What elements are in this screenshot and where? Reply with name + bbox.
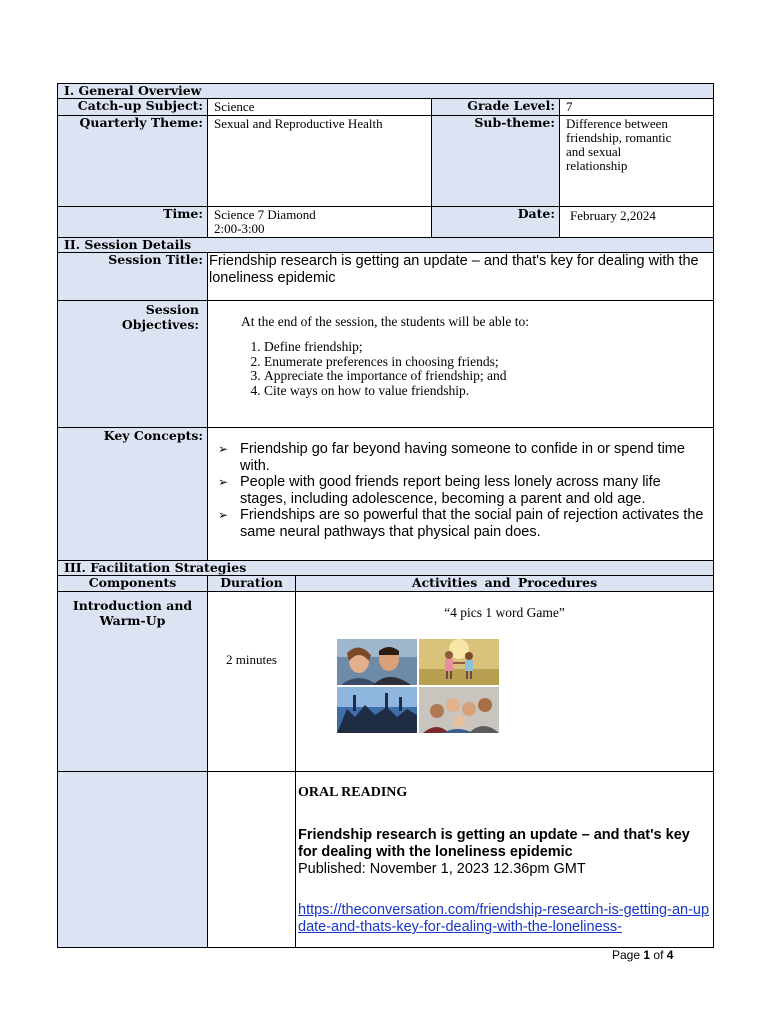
introduction-component-line-2: Warm-Up <box>99 613 166 628</box>
lesson-plan-table <box>57 83 714 561</box>
subtheme-label: Sub-theme: <box>432 116 560 207</box>
page-total: 4 <box>666 948 674 962</box>
general-overview-heading: I. General Overview <box>58 84 714 99</box>
oral-reading-component <box>58 772 208 948</box>
time-label: Time: <box>58 207 208 238</box>
page-word: Page <box>612 948 641 962</box>
oral-reading-duration <box>208 772 296 948</box>
time-line-1: Science 7 Diamond <box>214 207 316 222</box>
key-concepts-cell <box>208 428 714 561</box>
subject-value: Science <box>208 99 432 116</box>
group-of-friends-photo <box>419 687 499 733</box>
introduction-component-line-1: Introduction and <box>72 598 193 613</box>
friends-celebrating-photo <box>337 687 417 733</box>
session-title-label: Session Title: <box>58 253 208 301</box>
duration-column-header: Duration <box>208 576 296 592</box>
objective-item: 2. Enumerate preferences in choosing friends; <box>264 355 710 370</box>
theme-label: Quarterly Theme: <box>58 116 208 207</box>
four-pics-collage <box>337 639 710 733</box>
oral-reading-activity <box>296 772 714 948</box>
session-objectives-label-line-1: Session <box>145 302 199 317</box>
key-concepts-label: Key Concepts: <box>58 428 208 561</box>
introduction-component <box>58 592 208 772</box>
key-concept-item: ➢ Friendships are so powerful that the social pain of rejection activates the same neural pathways that physical pain does. <box>240 507 710 540</box>
theme-value: Sexual and Reproductive Health <box>208 116 432 207</box>
facilitation-heading: III. Facilitation Strategies <box>58 561 714 576</box>
key-concepts-list <box>211 441 710 540</box>
game-title: “4 pics 1 word Game” <box>444 605 565 620</box>
objective-item: 4. Cite ways on how to value friendship. <box>264 384 710 399</box>
friends-smiling-photo <box>337 639 417 685</box>
introduction-activity <box>296 592 714 772</box>
key-concept-item: ➢ Friendship go far beyond having someone to confide in or spend time with. <box>240 441 710 474</box>
grade-value: 7 <box>560 99 714 116</box>
page-number <box>612 948 673 962</box>
girls-holding-hands-photo <box>419 639 499 685</box>
lesson-plan-page <box>57 83 713 948</box>
page-of: of <box>653 948 664 962</box>
subtheme-value: Difference between friendship, romantic and sexual relationship <box>560 116 714 207</box>
session-objectives-cell <box>208 301 714 428</box>
date-value: February 2,2024 <box>560 207 714 238</box>
oral-reading-heading: ORAL READING <box>298 785 408 800</box>
session-objectives-label <box>58 301 208 428</box>
facilitation-table <box>57 560 714 948</box>
article-published-date: Published: November 1, 2023 12.36pm GMT <box>298 861 586 877</box>
session-details-heading: II. Session Details <box>58 238 714 253</box>
article-link[interactable]: https://theconversation.com/friendship-research-is-getting-an-update-and-thats-key-for-dealing-with-the-loneliness- <box>298 902 710 935</box>
page-current: 1 <box>643 948 651 962</box>
subject-label: Catch-up Subject: <box>58 99 208 116</box>
time-line-2: 2:00-3:00 <box>214 221 265 236</box>
introduction-duration: 2 minutes <box>208 592 296 772</box>
objective-item: 3. Appreciate the importance of friendship; and <box>264 369 710 384</box>
objectives-intro: At the end of the session, the students will be able to: <box>241 314 529 329</box>
components-column-header: Components <box>58 576 208 592</box>
date-label: Date: <box>432 207 560 238</box>
objective-item: 1. Define friendship; <box>264 340 710 355</box>
time-value <box>208 207 432 238</box>
grade-label: Grade Level: <box>432 99 560 116</box>
activities-column-header: Activities and Procedures <box>296 576 714 592</box>
key-concept-item: ➢ People with good friends report being less lonely across many life stages, including adolescence, becoming a parent and old age. <box>240 474 710 507</box>
session-objectives-label-line-2: Objectives: <box>121 317 199 332</box>
objectives-list <box>241 340 710 398</box>
session-title-value: Friendship research is getting an update – and that's key for dealing with the loneliness epidemic <box>208 253 714 301</box>
article-title: Friendship research is getting an update – and that's key for dealing with the loneliness epidemic <box>298 827 690 860</box>
